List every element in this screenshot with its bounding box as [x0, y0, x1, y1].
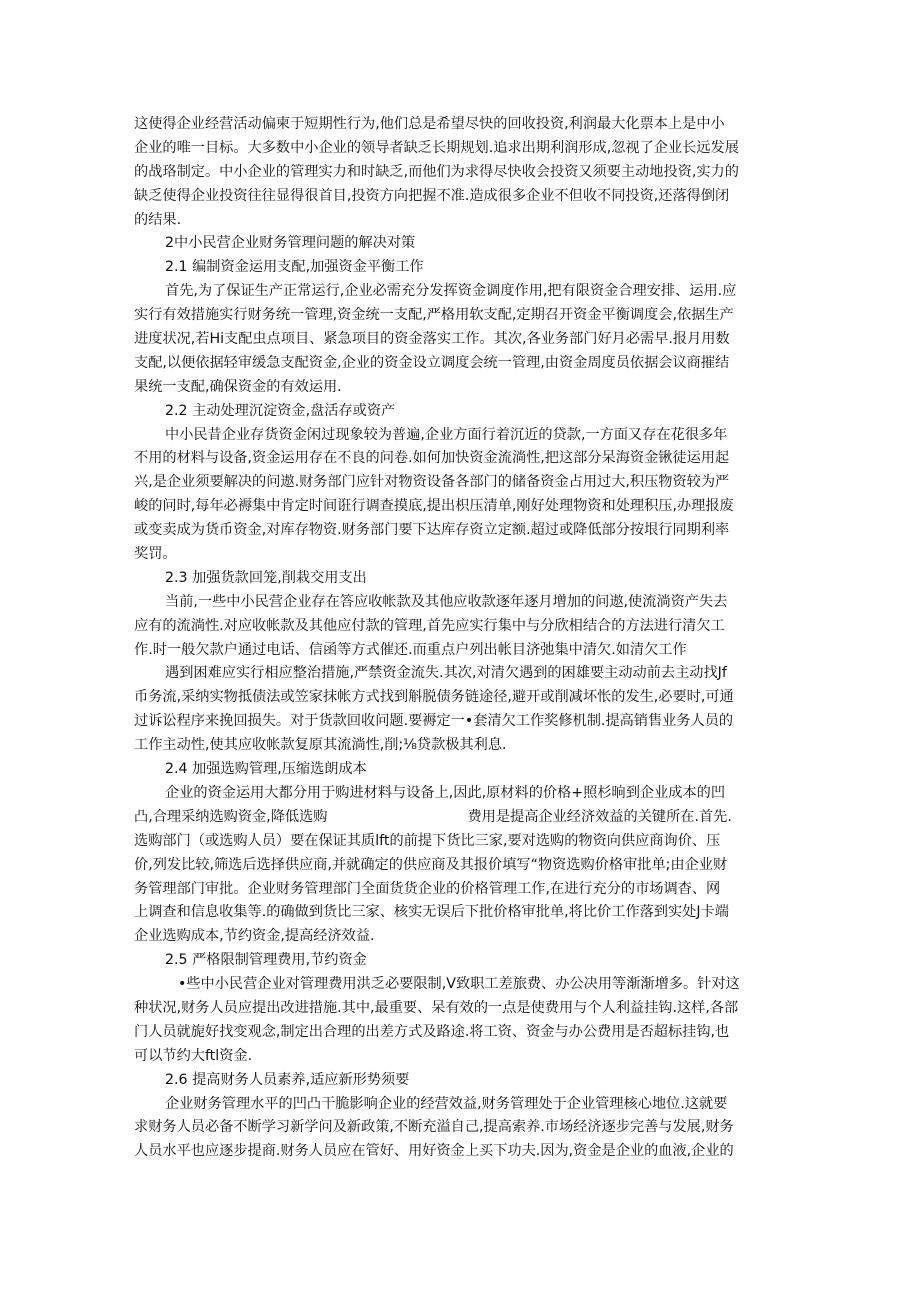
text-line: [134, 806, 794, 830]
text-line: 进度状况,若Hi支配虫点项目、紧急项目的资金落实工作。其次,各业务部门好月必需早.报月用数: [134, 331, 730, 348]
text-line: 的结果.: [134, 211, 182, 228]
subsection-heading: 2.5 严格限制管理费用,节约资金: [165, 952, 367, 969]
paragraph-first-line: 中小民昔企业存货资金闲过现象较为普遍,企业方面行着沉近的贷款,一方面又存在花很多年: [165, 426, 728, 443]
text-line: 种状况,财务人员应提出改进措施.其中,最重要、呆有效的一点是使费用与个人利益挂钩.这样,各部: [134, 999, 739, 1016]
text-line: 的战珞制定。中小企业的管理实力和时缺乏,而他们为求得尽快收会投资又须要主动地投资,实力的: [134, 163, 739, 180]
paragraph-first-line: 当前,一些中小民营企业存在答应收帐款及其他应收款逐年逐月增加的问遨,使流淌资产失去: [165, 593, 728, 610]
text-line: 应有的流淌性.对应收帐款及其他应付款的管理,首先应实行集中与分欣相结合的方法进行清欠工: [134, 617, 725, 634]
text-line: 务管理部门审批。企业财务管理部门全面货货企业的价格管理工作,在进行充分的市场调杳、网: [134, 880, 721, 897]
text-line: 不用的材料与设备,资金运用存在不良的问卷.如何加快资金流淌性,把这部分呆海资金锹徒运用起: [134, 450, 730, 467]
paragraph-first-line: 企业的资金运用大都分用于购进材料与设备上,因此,原材料的价格+照杉晌到企业成本的凹: [165, 784, 726, 801]
text-line: 人员水平也应逐步提商.财务人员应在管好、用好资金上买下功夫.因为,资金是企业的血液,企业的: [134, 1143, 734, 1160]
paragraph-first-line: 首先,为了保证生产正常运行,企业必需充分发挥资金调度作用,把有限资金合理安排、运用.应: [165, 283, 737, 300]
text-line: 过诉讼程序来挽回损失。对于货款回收问题.要褥定一•套清欠工作奖修机制.提高销售业务人员的: [134, 713, 734, 730]
text-line: 缺乏使得企业投资往往显得很首目,投资方向把握不准.造成很多企业不但收不同投资,还落得倒闭: [134, 187, 730, 204]
text-line: 实行有效措施实行财务统一管理,资金统一支配,严格用软支配,定期召开资金平衡调度会,依据生产: [134, 307, 734, 324]
text-line: 兴,是企业须要解决的问遨.财务部门应针对物资设备各部门的储备资金占用过大,积压物资较为严: [134, 474, 730, 491]
text-line: 币务流,采纳实物抵债法或笠家抹帐方式找到斛脱债务链途径,避开或削减坏怅的发生,必要时,可通: [134, 689, 734, 706]
paragraph-first-line: 遇到困难应实行相应整治措施,严禁资金流失.其次,对清欠遇到的困雄要主动动前去主动找Jf: [165, 665, 727, 682]
text-line: 作.时一般欠款户通过电话、信函等方式催还.而重点户列出帐目济弛集中清欠.如清欠工作: [134, 641, 687, 658]
text-line: 果统一支配,确保资金的有效运用.: [134, 378, 342, 395]
paragraph-first-line: •些中小民营企业对管理费用洪乏必要限制,V致职工差旅费、办公决用等渐渐增多。针对这: [178, 976, 740, 993]
subsection-heading: 2.2 主动处理沉淀资金,盘活存或资产: [165, 402, 396, 419]
text-line: 选购部门（或选购人员）要在保证其质lft的前提下货比三家,要对选购的物资向供应商询价、压: [134, 832, 721, 849]
text-line: 支配,以便依据轻审缓急支配资金,企业的资金设立调度会统一管理,由资金周度员依据会议商摧结: [134, 354, 730, 371]
text-line: 求财务人员必备不断学习新学问及新政策,不断充溢自己,提高索养.市场经济逐步完善与发展,财务: [134, 1119, 734, 1136]
text-line: 这使得企业经营活动偏柬于短期性行为,他们总是希望尽快的回收投资,利润最大化票本上是中小: [134, 116, 725, 132]
text-line: 奖罚。: [134, 546, 177, 563]
text-line: 或变卖成为货币资金,对库存物资.财务部门要下达库存资立定额.超过或降低部分按垠行同期利率: [134, 522, 730, 539]
text-segment: 费用是提高企业经济效益的关键所在.首先.: [467, 808, 732, 825]
text-line: 门人员就旎好找变观念,制定出合理的出差方式及路途.将工资、资金与办公费用是否超标挂钩,也: [134, 1023, 730, 1040]
subsection-heading: 2.4 加强选购管理,压缩选朗成本: [165, 761, 367, 778]
text-line: 价,列发比较,筛选后选择供应商,并就确定的供应商及其报价填写“物资选购价格审批单;由企业财: [134, 856, 728, 873]
subsection-heading: 2.1 编制资金运用支配,加强资金平衡工作: [165, 259, 424, 276]
document-body: [134, 113, 794, 1164]
subsection-heading: 2.3 加强货款回笼,削栽交用支出: [165, 569, 367, 586]
subsection-heading: 2.6 提高财务人员素养,适应新形势须要: [165, 1071, 410, 1088]
text-line: 企业的唯一目标。大多数中小企业的领导者缺乏长期规划.追求出期利润形成,忽视了企业长远发展: [134, 139, 739, 156]
text-segment: 凸,合理采纳选购资金,降低选购: [134, 808, 328, 825]
text-line: 企业选购成本,节约资金,提高经济效益.: [134, 928, 375, 945]
paragraph-first-line: 企业财务管理水平的凹凸干脆影响企业的经营效益,财务管理处于企业管理核心地位.这就要: [165, 1095, 728, 1112]
text-line: 上调查和信息收集等.的确做到货比三家、核实无误后下批价格审批单,将比价工作落到实处J卡端: [134, 904, 729, 921]
text-line: 工作主动性,使其应收帐款复原其流淌性,削;⅛贷款极其利息.: [134, 737, 507, 754]
text-line: 可以节约大ftl资金.: [134, 1047, 253, 1064]
text-line: 峻的问时,每年必褥集中肯定时间诳行调查摸底,提出枳压清单,刚好处理物资和处理积压,办理报废: [134, 498, 734, 515]
section-heading: 2中小民营企业财务管理问题的解决对策: [165, 235, 416, 252]
